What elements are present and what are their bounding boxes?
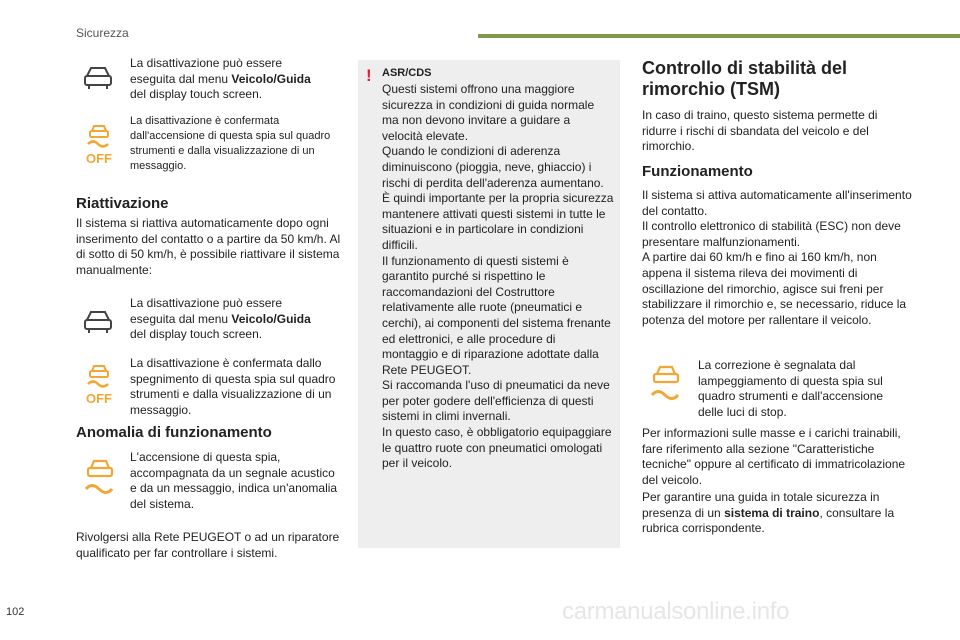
- deactivation-menu-text: La disattivazione può essere eseguita dal menu Veicolo/Guida del display touch screen.: [130, 56, 311, 102]
- watermark: carmanualsonline.info: [562, 598, 790, 625]
- tsm-intro-text: In caso di traino, questo sistema permette di ridurre i rischi di sbandata del veicolo e del rimorchio.: [642, 108, 878, 154]
- riattivazione-text: Il sistema si riattiva automaticamente dopo ogni inserimento del contatto o a partire da 50 km/h. Al di sotto di 50 km/h, è possibile riattivare il sistema manualmente:: [76, 216, 341, 277]
- tsm-warning-icon: [648, 362, 684, 407]
- anomaly-text: L'accensione di questa spia, accompagnata da un segnale acustico e da un messaggio, indica un'anomalia del sistema.: [130, 450, 338, 511]
- menu-path: Veicolo/Guida: [231, 311, 311, 326]
- page-number: 102: [6, 606, 25, 618]
- towing-system-bold: sistema di traino: [724, 505, 820, 520]
- header-accent-bar: [478, 34, 960, 38]
- section-heading-funzionamento: Funzionamento: [642, 163, 753, 180]
- tsm-warning-icon: [82, 456, 118, 501]
- reactivation-confirm-text: La disattivazione è confermata dallo spegnimento di questa spia sul quadro strumenti e dalla visualizzazione di un messaggio.: [130, 356, 336, 417]
- menu-path: Veicolo/Guida: [231, 71, 311, 86]
- car-outline-icon: [82, 306, 114, 341]
- reactivation-menu-text: La disattivazione può essere eseguita dal menu Veicolo/Guida del display touch screen.: [130, 296, 311, 342]
- section-heading-anomalia: Anomalia di funzionamento: [76, 424, 272, 441]
- info-text: Per informazioni sulle masse e i carichi trainabili, fare riferimento alla sezione "Caratteristiche tecniche" oppure al certificato di immatricolazione del veicolo.: [642, 426, 906, 487]
- towing-system-text: Per garantire una guida in totale sicurezza in presenza di un sistema di traino, consultare la rubrica corrispondente.: [642, 490, 895, 536]
- off-label: OFF: [86, 391, 112, 406]
- tsm-off-warning-icon: [84, 362, 114, 406]
- tsm-off-warning-icon: [84, 122, 114, 166]
- off-label: OFF: [86, 151, 112, 166]
- correction-text: La correzione è segnalata dal lampeggiamento di questa spia sul quadro strumenti e dall'accensione delle luci di stop.: [698, 358, 884, 419]
- deactivation-confirm-text: La disattivazione è confermata dall'accensione di questa spia sul quadro strumenti e dalla visualizzazione di un messaggio.: [130, 115, 331, 172]
- warning-exclamation-icon: !: [366, 66, 372, 85]
- warning-text: Questi sistemi offrono una maggiore sicurezza in condizioni di guida normale ma non devono invitare a guidare a velocità elevate. Quando le condizioni di aderenza diminuiscono (pioggia, neve, ghiaccio) i rischi di perdita dell'aderenza aumentano. È quindi importante per la propria sicurezza mantenere attivati questi sistemi in tutte le situazioni e in particolare in condizioni difficili. Il funzionamento di questi sistemi è garantito purché si rispettino le raccomandazioni del Costruttore relativamente alle ruote (pneumatici e cerchi), ai componenti del sistema frenante ed elettronici, e alle procedure di montaggio e di riparazione adottate dalla Rete PEUGEOT. Si raccomanda l'uso di pneumatici da neve per poter godere dell'efficienza di questi sistemi in climi invernali. In questo caso, è obbligatorio equipaggiare le quattro ruote con pneumatici omologati per il veicolo.: [382, 82, 614, 471]
- car-outline-icon: [82, 62, 114, 97]
- section-title: Sicurezza: [76, 26, 129, 40]
- section-heading-riattivazione: Riattivazione: [76, 195, 169, 212]
- anomaly-footer-text: Rivolgersi alla Rete PEUGEOT o ad un riparatore qualificato per far controllare i sistemi.: [76, 530, 340, 560]
- warning-title: ASR/CDS: [382, 67, 432, 79]
- funzionamento-text: Il sistema si attiva automaticamente all'inserimento del contatto. Il controllo elettronico di stabilità (ESC) non deve presentare malfunzionamenti. A partire dai 60 km/h e fino ai 160 km/h, non appena il sistema rileva dei movimenti di oscillazione del rimorchio, agisce sui freni per stabilizzare il rimorchio e, se necessario, riduce la potenza del motore per rallentare il veicolo.: [642, 188, 912, 327]
- page-title: Controllo di stabilità del rimorchio (TSM): [642, 58, 848, 99]
